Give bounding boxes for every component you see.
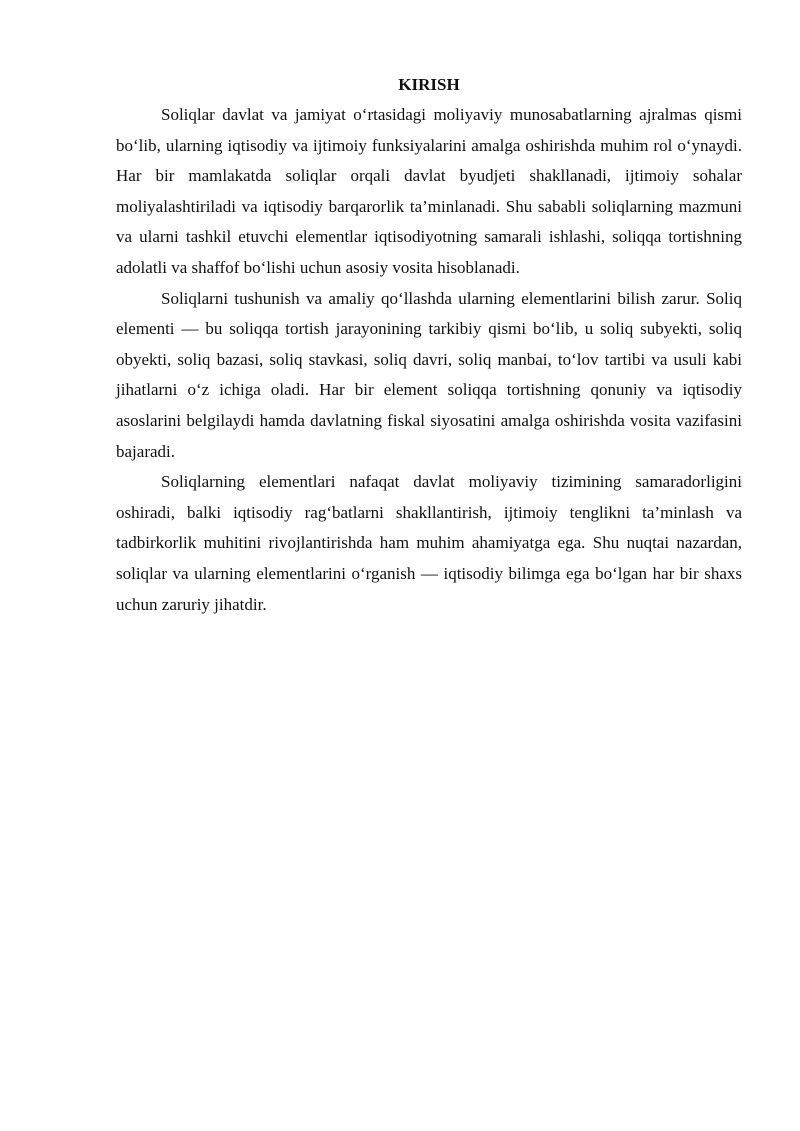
- page-title: KIRISH: [398, 75, 460, 94]
- document-body: [116, 70, 742, 620]
- paragraph-3: Soliqlarning elementlari nafaqat davlat moliyaviy tizimining samaradorligini oshiradi, balki iqtisodiy rag‘batlarni shakllantirish, ijtimoiy tenglikni ta’minlash va tadbirkorlik muhitini rivojlantirishda ham muhim ahamiyatga ega. Shu nuqtai nazardan, soliqlar va ularning elementlarini o‘rganish — iqtisodiy bilimga ega bo‘lgan har bir shaxs uchun zaruriy jihatdir.: [116, 472, 742, 614]
- paragraph-2: Soliqlarni tushunish va amaliy qo‘llashda ularning elementlarini bilish zarur. Soliq elementi — bu soliqqa tortish jarayonining tarkibiy qismi bo‘lib, u soliq subyekti, soliq obyekti, soliq bazasi, soliq stavkasi, soliq davri, soliq manbai, to‘lov tartibi va usuli kabi jihatlarni o‘z ichiga oladi. Har bir element soliqqa tortishning qonuniy va iqtisodiy asoslarini belgilaydi hamda davlatning fiskal siyosatini amalga oshirishda vosita vazifasini bajaradi.: [116, 288, 742, 461]
- paragraph-1: Soliqlar davlat va jamiyat o‘rtasidagi moliyaviy munosabatlarning ajralmas qismi bo‘lib, ularning iqtisodiy va ijtimoiy funksiyalarini amalga oshirishda muhim rol o‘ynaydi. Har bir mamlakatda soliqlar orqali davlat byudjeti shakllanadi, ijtimoiy sohalar moliyalashtiriladi va iqtisodiy barqarorlik ta’minlanadi. Shu sababli soliqlarning mazmuni va ularni tashkil etuvchi elementlar iqtisodiyotning samarali ishlashi, soliqqa tortishning adolatli va shaffof bo‘lishi uchun asosiy vosita hisoblanadi.: [116, 105, 742, 277]
